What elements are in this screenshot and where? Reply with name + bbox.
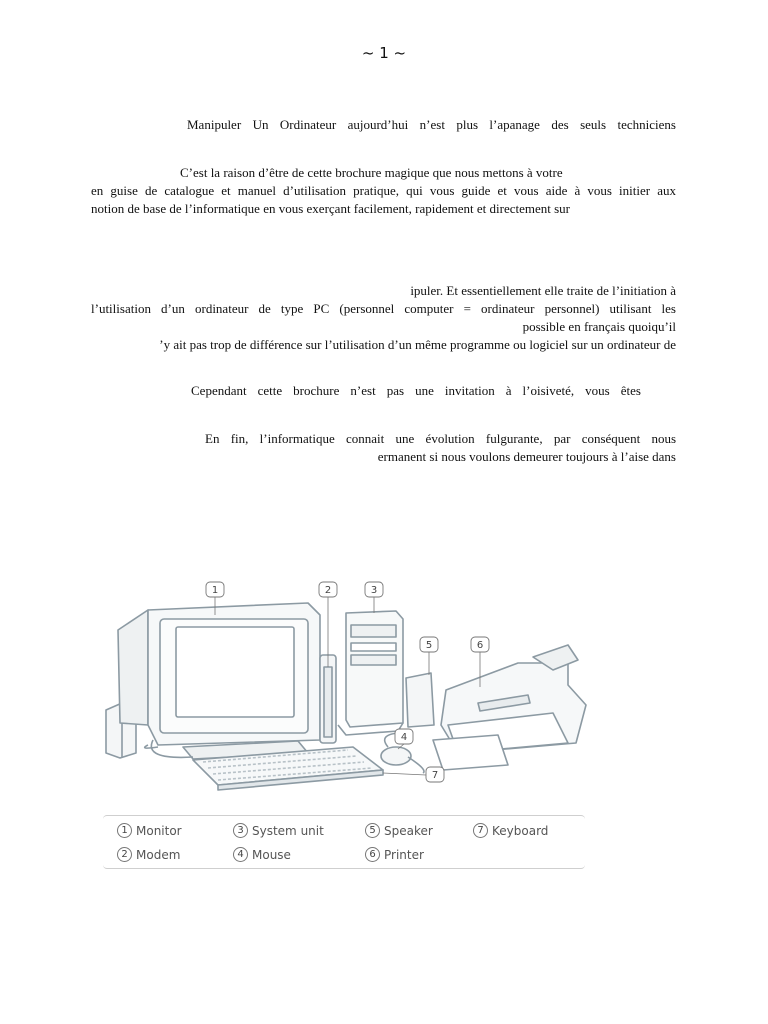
- paragraph-1-line: Manipuler Un Ordinateur aujourd’hui n’est plus l’apanage des seuls techniciens: [187, 117, 676, 132]
- legend-item-speaker: [365, 823, 433, 838]
- legend-number: 1: [117, 823, 132, 838]
- legend-item-monitor: [117, 823, 182, 838]
- legend-item-printer: [365, 847, 424, 862]
- legend-label: Speaker: [384, 823, 433, 838]
- legend-label: Monitor: [136, 823, 182, 838]
- paragraph-3-line-4: ’y ait pas trop de différence sur l’utilisation d’un même programme ou logiciel sur un ordinateur de: [159, 337, 676, 352]
- callout-7: [383, 767, 444, 782]
- paragraph-3-line-1: ipuler. Et essentiellement elle traite de l’initiation à: [410, 283, 676, 298]
- svg-text:7: 7: [431, 770, 439, 781]
- svg-text:4: 4: [400, 732, 408, 743]
- legend-number: 7: [473, 823, 488, 838]
- page-number: ~ 1 ~: [361, 44, 407, 62]
- legend-number: 6: [365, 847, 380, 862]
- legend-item-mouse: [233, 847, 291, 862]
- legend-label: Mouse: [252, 847, 291, 862]
- paragraph-2-line-2: en guise de catalogue et manuel d’utilisation pratique, qui vous guide et vous aide à vous initier aux: [91, 183, 676, 198]
- svg-text:5: 5: [425, 640, 433, 651]
- paragraph-2-line-3: notion de base de l’informatique en vous exerçant facilement, rapidement et directement sur: [91, 201, 571, 216]
- right-speaker-icon: [406, 673, 434, 727]
- svg-text:1: 1: [211, 585, 219, 596]
- paragraph-5-line-1: En fin, l’informatique connait une évolution fulgurante, par conséquent nous: [205, 431, 676, 446]
- callout-4: [395, 729, 413, 749]
- modem-icon: [320, 655, 336, 743]
- printer-icon: [433, 645, 586, 770]
- figure-legend: [103, 815, 585, 869]
- legend-number: 2: [117, 847, 132, 862]
- callout-3: [365, 582, 383, 613]
- callout-5: [420, 637, 438, 675]
- svg-text:6: 6: [476, 640, 484, 651]
- legend-item-system-unit: [233, 823, 324, 838]
- paragraph-2-line-1: C’est la raison d’être de cette brochure magique que nous mettons à votre: [180, 165, 563, 180]
- paragraph-3-line-2: l’utilisation d’un ordinateur de type PC (personnel computer = ordinateur personnel) utilisant les: [91, 301, 676, 316]
- system-unit-icon: [338, 611, 403, 735]
- monitor-icon: [118, 603, 320, 759]
- legend-label: Printer: [384, 847, 424, 862]
- paragraph-5-line-2: ermanent si nous voulons demeurer toujours à l’aise dans: [377, 449, 676, 464]
- legend-label: System unit: [252, 823, 324, 838]
- legend-item-keyboard: [473, 823, 548, 838]
- paragraph-3-line-3: possible en français quoiqu’il: [522, 319, 676, 334]
- svg-text:2: 2: [324, 585, 332, 596]
- svg-text:3: 3: [370, 585, 378, 596]
- legend-item-modem: [117, 847, 180, 862]
- legend-label: Keyboard: [492, 823, 549, 838]
- legend-number: 4: [233, 847, 248, 862]
- paragraph-4-line: Cependant cette brochure n’est pas une invitation à l’oisiveté, vous êtes: [191, 383, 641, 398]
- legend-label: Modem: [136, 847, 181, 862]
- legend-number: 3: [233, 823, 248, 838]
- legend-number: 5: [365, 823, 380, 838]
- callout-2: [319, 582, 337, 667]
